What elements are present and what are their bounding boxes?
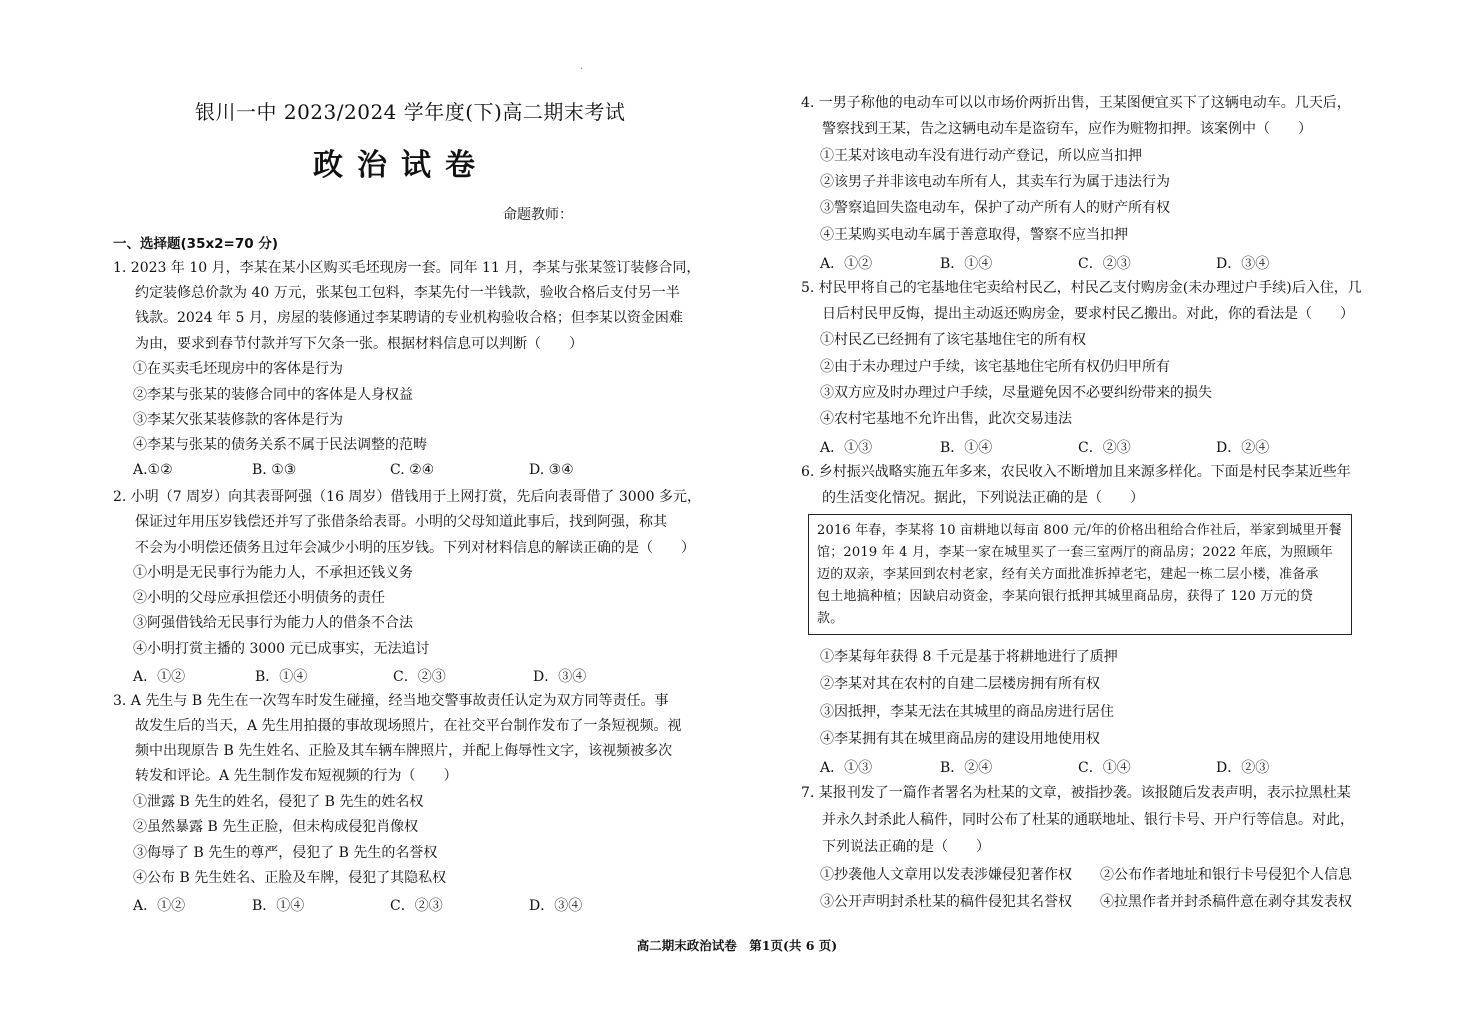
q5-option-a: A．①③ <box>820 440 873 456</box>
q3-statement: ④公布 B 先生姓名、正脸及车牌，侵犯了其隐私权 <box>133 870 447 886</box>
q1-option-a: A.①② <box>133 462 173 478</box>
material-line: 包土地搞种植；因缺启动资金，李某向银行抵押其城里商品房，获得了 120 万元的贷 <box>817 589 1314 604</box>
q6-statement: ②李某对其在农村的自建二层楼房拥有所有权 <box>820 676 1100 692</box>
q3-statement: ②虽然暴露 B 先生正脸，但未构成侵犯肖像权 <box>133 819 419 835</box>
q7-statement: ③公开声明封杀杜某的稿件侵犯其名誉权 ④拉黑作者并封杀稿件意在剥夺其发表权 <box>820 894 1352 910</box>
q5-statement: ②由于未办理过户手续，该宅基地住宅所有权仍归甲所有 <box>820 359 1170 375</box>
q5-line: 5. 村民甲将自己的宅基地住宅卖给村民乙，村民乙支付购房金(未办理过户手续)后入住，几 <box>801 280 1362 296</box>
exam-title: 银川一中 2023/2024 学年度(下)高二期末考试 <box>195 100 626 124</box>
material-line: 迈的双亲，李某回到农村老家，经有关方面批准拆掉老宅，建起一栋二层小楼，准备承 <box>817 567 1319 582</box>
q2-line: 不会为小明偿还债务且过年会减少小明的压岁钱。下列对材料信息的解读正确的是（ ） <box>135 540 695 556</box>
material-line: 馆；2019 年 4 月，李某一家在城里买了一套三室两厅的商品房；2022 年底，为照顾年 <box>817 545 1333 560</box>
q5-option-c: C．②③ <box>1078 440 1131 456</box>
q4-option-a: A．①② <box>820 256 873 272</box>
q3-line: 故发生后的当天，A 先生用拍摄的事故现场照片，在社交平台制作发布了一条短视频。视 <box>135 718 682 734</box>
q5-option-b: B．①④ <box>940 440 993 456</box>
q2-line: 2. 小明（7 周岁）向其表哥阿强（16 周岁）借钱用于上网打赏，先后向表哥借了 3000 多元， <box>113 489 701 505</box>
q6-statement: ③因抵押，李某无法在其城里的商品房进行居住 <box>820 704 1114 720</box>
q5-line: 日后村民甲反悔，提出主动返还购房金，要求村民乙搬出。对此，你的看法是（ ） <box>822 306 1354 322</box>
q1-option-c: C. ②④ <box>390 462 435 478</box>
subject-title: 政治试卷 <box>313 148 489 183</box>
author-label: 命题教师： <box>503 207 573 223</box>
q2-option-b: B．①④ <box>255 669 308 685</box>
q1-statement: ①在买卖毛坯现房中的客体是行为 <box>133 361 343 377</box>
q1-statement: ③李某欠张某装修款的客体是行为 <box>133 412 343 428</box>
q3-option-b: B．①④ <box>252 898 305 914</box>
material-line: 2016 年春，李某将 10 亩耕地以每亩 800 元/年的价格出租给合作社后，举家到城里开餐 <box>817 523 1342 538</box>
q2-option-c: C．②③ <box>393 669 446 685</box>
q3-statement: ③侮辱了 B 先生的尊严，侵犯了 B 先生的名誉权 <box>133 845 438 861</box>
q4-option-d: D．③④ <box>1216 256 1270 272</box>
scan-dot: · <box>580 64 584 75</box>
q6-statement: ④李某拥有其在城里商品房的建设用地使用权 <box>820 731 1100 747</box>
q7-statement: ①抄袭他人文章用以发表涉嫌侵犯著作权 ②公布作者地址和银行卡号侵犯个人信息 <box>820 867 1352 883</box>
q1-line: 钱款。2024 年 5 月，房屋的装修通过李某聘请的专业机构验收合格；但李某以资金困难 <box>135 310 683 326</box>
q4-option-c: C．②③ <box>1078 256 1131 272</box>
q6-option-d: D．②③ <box>1216 760 1270 776</box>
q3-option-c: C．②③ <box>390 898 443 914</box>
q1-option-b: B. ①③ <box>252 462 297 478</box>
q1-option-d: D. ③④ <box>529 462 574 478</box>
q4-option-b: B．①④ <box>940 256 993 272</box>
q4-line: 4. 一男子称他的电动车可以以市场价两折出售，王某图便宜买下了这辆电动车。几天后， <box>801 95 1351 111</box>
q6-option-c: C．①④ <box>1078 760 1131 776</box>
q3-statement: ①泄露 B 先生的姓名，侵犯了 B 先生的姓名权 <box>133 794 424 810</box>
q3-line: 转发和评论。A 先生制作发布短视频的行为（ ） <box>135 768 458 784</box>
q4-statement: ①王某对该电动车没有进行动产登记，所以应当扣押 <box>820 148 1142 164</box>
q2-statement: ①小明是无民事行为能力人，不承担还钱义务 <box>133 565 413 581</box>
q4-statement: ③警察追回失盗电动车，保护了动产所有人的财产所有权 <box>820 200 1170 216</box>
q1-line: 约定装修总价款为 40 万元，张某包工包料，李某先付一半钱款，验收合格后支付另一半 <box>135 285 680 301</box>
q5-option-d: D．②④ <box>1216 440 1270 456</box>
q7-line: 并永久封杀此人稿件，同时公布了杜某的通联地址、银行卡号、开户行等信息。对此， <box>822 812 1354 828</box>
q2-option-d: D．③④ <box>533 669 587 685</box>
q1-line: 为由，要求到春节付款并写下欠条一张。根据材料信息可以判断（ ） <box>135 336 583 352</box>
q2-statement: ④小明打赏主播的 3000 元已成事实，无法追讨 <box>133 641 430 657</box>
q6-line: 的生活变化情况。据此，下列说法正确的是（ ） <box>822 490 1144 506</box>
q2-option-a: A．①② <box>133 669 186 685</box>
q5-statement: ④农村宅基地不允许出售，此次交易违法 <box>820 411 1072 427</box>
q6-option-a: A．①③ <box>820 760 873 776</box>
q7-line: 下列说法正确的是（ ） <box>822 839 990 855</box>
q5-statement: ①村民乙已经拥有了该宅基地住宅的所有权 <box>820 332 1086 348</box>
q1-statement: ④李某与张某的债务关系不属于民法调整的范畴 <box>133 437 427 453</box>
q1-statement: ②李某与张某的装修合同中的客体是人身权益 <box>133 387 413 403</box>
material-box <box>808 514 1352 635</box>
q5-statement: ③双方应及时办理过户手续，尽量避免因不必要纠纷带来的损失 <box>820 385 1212 401</box>
section-heading: 一、选择题(35x2=70 分) <box>113 236 279 252</box>
q3-line: 频中出现原告 B 先生姓名、正脸及其车辆车牌照片，并配上侮辱性文字，该视频被多次 <box>135 743 673 759</box>
q3-line: 3. A 先生与 B 先生在一次驾车时发生碰撞，经当地交警事故责任认定为双方同等责任。事 <box>113 693 669 709</box>
q4-statement: ②该男子并非该电动车所有人，其卖车行为属于违法行为 <box>820 174 1170 190</box>
q3-option-d: D．③④ <box>529 898 583 914</box>
page-footer: 高二期末政治试卷 第1页(共 6 页) <box>636 938 838 953</box>
q7-line: 7. 某报刊发了一篇作者署名为杜某的文章，被指抄袭。该报随后发表声明，表示拉黑杜某 <box>801 785 1351 801</box>
q6-option-b: B．②④ <box>940 760 993 776</box>
q2-line: 保证过年用压岁钱偿还并写了张借条给表哥。小明的父母知道此事后，找到阿强，称其 <box>135 514 667 530</box>
material-line: 款。 <box>817 611 844 626</box>
q2-statement: ②小明的父母应承担偿还小明债务的责任 <box>133 590 385 606</box>
q4-statement: ④王某购买电动车属于善意取得，警察不应当扣押 <box>820 227 1128 243</box>
q2-statement: ③阿强借钱给无民事行为能力人的借条不合法 <box>133 615 413 631</box>
q4-line: 警察找到王某，告之这辆电动车是盗窃车，应作为赃物扣押。该案例中（ ） <box>822 121 1312 137</box>
q6-statement: ①李某每年获得 8 千元是基于将耕地进行了质押 <box>820 649 1118 665</box>
q6-line: 6. 乡村振兴战略实施五年多来，农民收入不断增加且来源多样化。下面是村民李某近些年 <box>801 464 1351 480</box>
q1-line: 1. 2023 年 10 月，李某在某小区购买毛坯现房一套。同年 11 月，李某与张某签订装修合同， <box>113 260 701 276</box>
q3-option-a: A．①② <box>133 898 186 914</box>
